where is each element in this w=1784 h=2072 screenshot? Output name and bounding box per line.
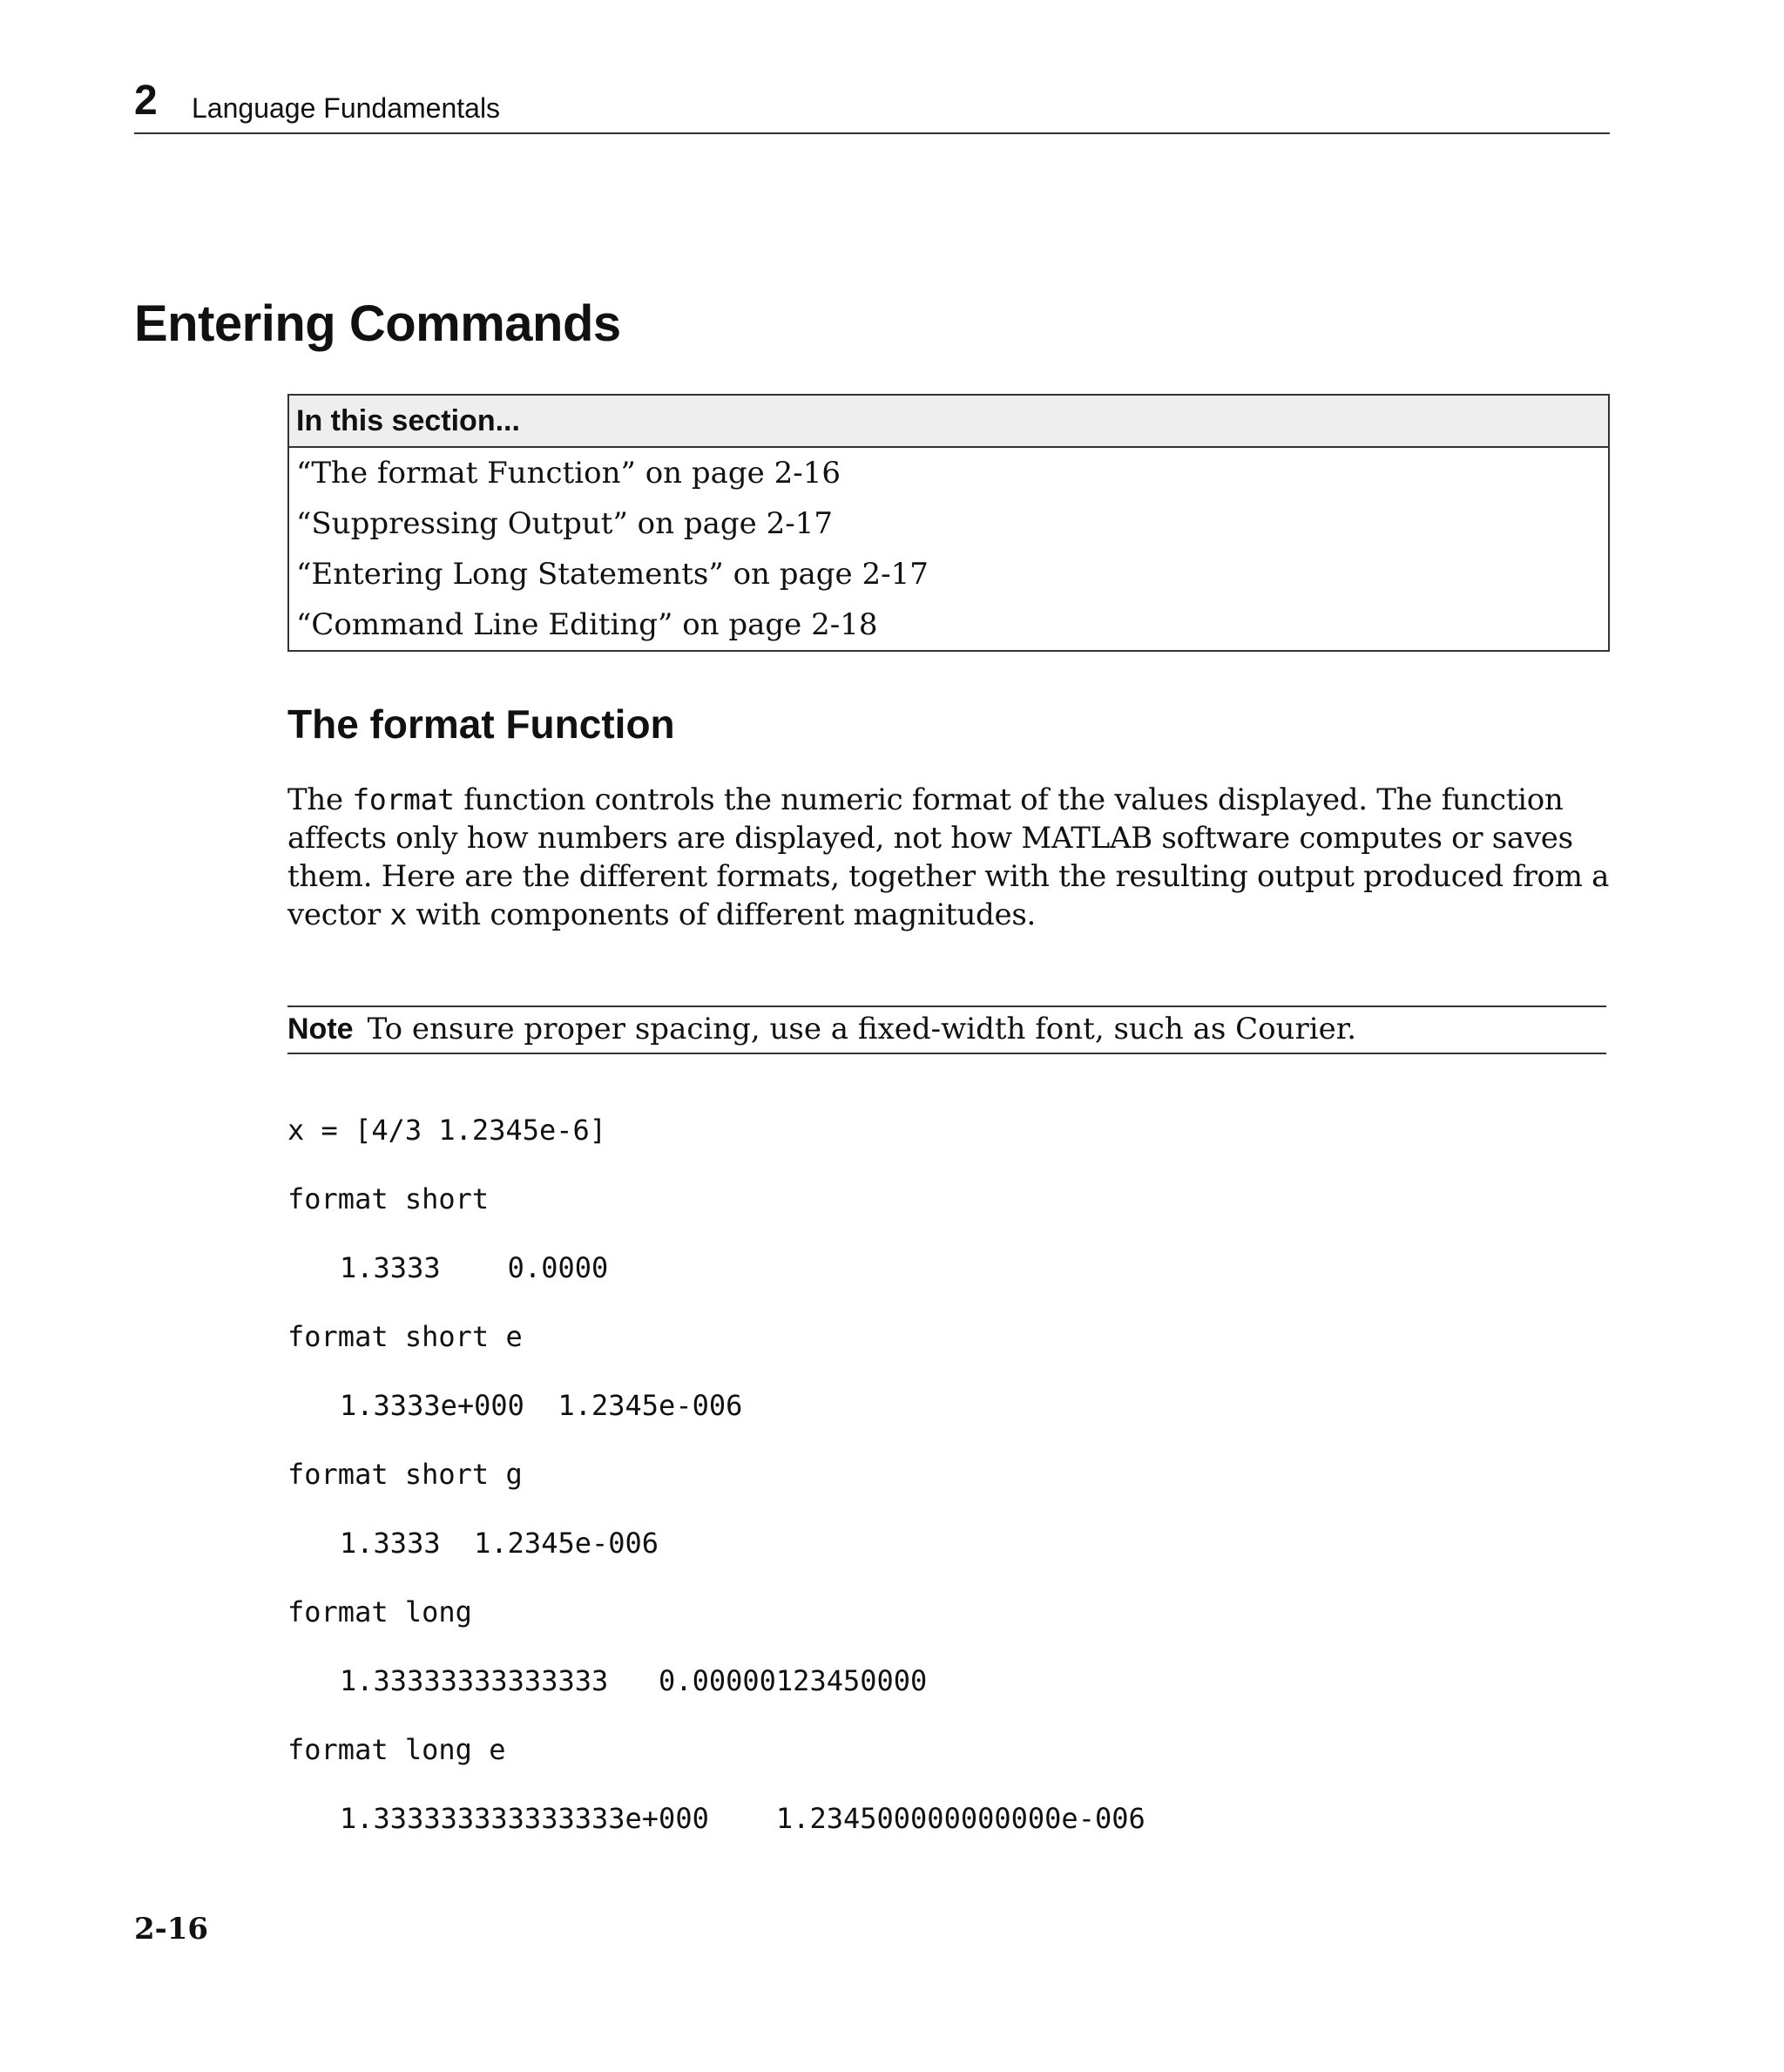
code-output-format-long-e: 1.333333333333333e+000 1.234500000000000e-006 <box>340 1802 1145 1835</box>
code-output-format-short-e: 1.3333e+000 1.2345e-006 <box>340 1389 743 1422</box>
inline-code-x: x <box>389 897 408 931</box>
chapter-title: Language Fundamentals <box>192 92 501 124</box>
section-title: Entering Commands <box>134 295 621 352</box>
code-output-format-short-g: 1.3333 1.2345e-006 <box>340 1527 659 1560</box>
toc-link-command-line-editing[interactable]: “Command Line Editing” on page 2-18 <box>296 607 878 642</box>
code-example <box>287 1108 1145 1865</box>
code-line-format-short-e: format short e <box>287 1320 523 1353</box>
toc-link-entering-long-statements[interactable]: “Entering Long Statements” on page 2-17 <box>296 557 929 592</box>
note-text: To ensure proper spacing, use a fixed-width font, such as Courier. <box>367 1012 1357 1046</box>
toc-link-format-function[interactable]: “The format Function” on page 2-16 <box>296 456 841 491</box>
note-box <box>287 1006 1606 1054</box>
paragraph-text-2: function controls the numeric format of the values displayed. The function affects only how numbers are displayed, not how MATLAB software computes or saves them. Here are the different formats, together with the resulting output produced from a vector <box>287 782 1610 932</box>
toc-link-suppressing-output[interactable]: “Suppressing Output” on page 2-17 <box>296 506 833 541</box>
code-line-vector-assignment: x = [4/3 1.2345e-6] <box>287 1114 607 1147</box>
toc-list <box>289 448 1608 650</box>
code-output-format-long: 1.33333333333333 0.00000123450000 <box>340 1664 928 1697</box>
paragraph-text-1: The <box>287 782 353 817</box>
subsection-title: The format Function <box>287 701 675 747</box>
in-this-section-heading: In this section... <box>289 396 1608 448</box>
page-number: 2-16 <box>134 1912 209 1947</box>
chapter-number: 2 <box>134 78 158 124</box>
page-header <box>134 75 1610 134</box>
code-line-format-long: format long <box>287 1595 472 1628</box>
format-description-paragraph <box>287 781 1620 934</box>
inline-code-format: format <box>352 782 455 816</box>
paragraph-text-3: with components of different magnitudes. <box>407 897 1037 932</box>
in-this-section-box <box>287 394 1610 652</box>
code-output-format-short: 1.3333 0.0000 <box>340 1251 609 1284</box>
code-line-format-short-g: format short g <box>287 1458 523 1491</box>
code-line-format-short: format short <box>287 1182 490 1215</box>
note-label: Note <box>287 1012 354 1046</box>
code-line-format-long-e: format long e <box>287 1733 506 1766</box>
